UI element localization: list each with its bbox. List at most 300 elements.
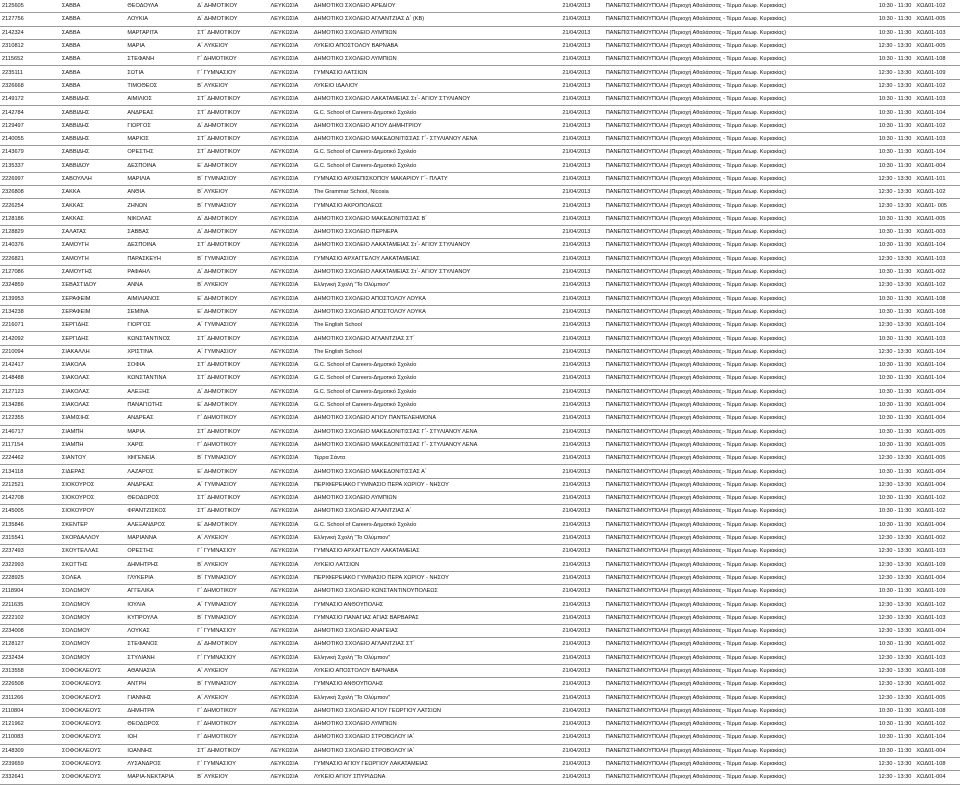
time-slot-cell: 12:30 - 13:30 bbox=[857, 199, 915, 212]
class-cell: Α΄ ΓΥΜΝΑΣΙΟΥ bbox=[195, 345, 268, 358]
exam-center-cell: ΠΑΝΕΠΙΣΤΗΜΙΟΥΠΟΛΗ (Περιοχή Αθαλάσσας - Τέρμα Λεωφ. Κυριακίας) bbox=[604, 438, 857, 451]
first-name-cell: ΓΙΩΡΓΟΣ bbox=[125, 119, 195, 132]
time-slot-cell: 12:30 - 13:30 bbox=[857, 478, 915, 491]
surname-cell: ΣΟΦΟΚΛΕΟΥΣ bbox=[60, 691, 125, 704]
student-id-cell: 2122355 bbox=[0, 412, 60, 425]
first-name-cell: ΠΑΝΑΓΙΩΤΗΣ bbox=[125, 398, 195, 411]
time-slot-cell: 10:30 - 11:30 bbox=[857, 159, 915, 172]
time-slot-cell: 10:30 - 11:30 bbox=[857, 146, 915, 159]
student-id-cell: 2128127 bbox=[0, 638, 60, 651]
first-name-cell: ΣΟΦΙΑ bbox=[125, 359, 195, 372]
exam-center-cell: ΠΑΝΕΠΙΣΤΗΜΙΟΥΠΟΛΗ (Περιοχή Αθαλάσσας - Τέρμα Λεωφ. Κυριακίας) bbox=[604, 585, 857, 598]
room-cell: ΧΩΔ01- 005 bbox=[914, 199, 960, 212]
first-name-cell: ΜΑΡΙΑΝΝΑ bbox=[125, 531, 195, 544]
school-cell: ΔΗΜΟΤΙΚΟ ΣΧΟΛΕΙΟ ΜΑΚΕΔΟΝΙΤΙΣΣΑΣ Γ΄- ΣΤΥΛΙΑΝΟΥ ΛΕΝΑ bbox=[312, 132, 561, 145]
exam-date-cell: 21/04/2013 bbox=[560, 159, 603, 172]
school-cell: ΔΗΜΟΤΙΚΟ ΣΧΟΛΕΙΟ ΑΓΛΑΝΤΖΙΑΣ Δ΄ (ΚΒ) bbox=[312, 13, 561, 26]
school-cell: G.C. School of Careers-Δημοτικό Σχολείο bbox=[312, 359, 561, 372]
student-id-cell: 2142708 bbox=[0, 491, 60, 504]
time-slot-cell: 12:30 - 13:30 bbox=[857, 757, 915, 770]
district-cell: ΛΕΥΚΩΣΙΑ bbox=[269, 359, 312, 372]
surname-cell: ΣΑΒΒΑ bbox=[60, 79, 125, 92]
surname-cell: ΣΟΛΩΜΟΥ bbox=[60, 598, 125, 611]
surname-cell: ΣΑΒΒΑ bbox=[60, 13, 125, 26]
district-cell: ΛΕΥΚΩΣΙΑ bbox=[269, 39, 312, 52]
class-cell: Γ΄ ΔΗΜΟΤΙΚΟΥ bbox=[195, 53, 268, 66]
class-cell: ΣΤ΄ ΔΗΜΟΤΙΚΟΥ bbox=[195, 93, 268, 106]
table-row bbox=[0, 771, 960, 784]
student-id-cell: 2129497 bbox=[0, 119, 60, 132]
exam-date-cell: 21/04/2013 bbox=[560, 731, 603, 744]
class-cell: Ε΄ ΔΗΜΟΤΙΚΟΥ bbox=[195, 305, 268, 318]
room-cell: ΧΩΔ01-004 bbox=[914, 744, 960, 757]
school-cell: ΔΗΜΟΤΙΚΟ ΣΧΟΛΕΙΟ ΠΕΡΝΕΡΑ bbox=[312, 226, 561, 239]
exam-center-cell: ΠΑΝΕΠΙΣΤΗΜΙΟΥΠΟΛΗ (Περιοχή Αθαλάσσας - Τέρμα Λεωφ. Κυριακίας) bbox=[604, 478, 857, 491]
class-cell: Β΄ ΓΥΜΝΑΣΙΟΥ bbox=[195, 252, 268, 265]
student-id-cell: 2127756 bbox=[0, 13, 60, 26]
exam-date-cell: 21/04/2013 bbox=[560, 13, 603, 26]
surname-cell: ΣΟΛΩΜΟΥ bbox=[60, 651, 125, 664]
exam-center-cell: ΠΑΝΕΠΙΣΤΗΜΙΟΥΠΟΛΗ (Περιοχή Αθαλάσσας - Τέρμα Λεωφ. Κυριακίας) bbox=[604, 186, 857, 199]
district-cell: ΛΕΥΚΩΣΙΑ bbox=[269, 212, 312, 225]
district-cell: ΛΕΥΚΩΣΙΑ bbox=[269, 159, 312, 172]
table-row bbox=[0, 319, 960, 332]
class-cell: Γ΄ ΓΥΜΝΑΣΙΟΥ bbox=[195, 624, 268, 637]
first-name-cell: ΚΩΝΣΤΑΝΤΙΝΟΣ bbox=[125, 332, 195, 345]
class-cell: ΣΤ΄ ΔΗΜΟΤΙΚΟΥ bbox=[195, 239, 268, 252]
school-cell: ΔΗΜΟΤΙΚΟ ΣΧΟΛΕΙΟ ΜΑΚΕΔΟΝΙΤΙΣΣΑΣ Β΄ bbox=[312, 212, 561, 225]
first-name-cell: ΑΘΑΝΑΣΙΑ bbox=[125, 664, 195, 677]
surname-cell: ΣΙΑΝΤΟΥ bbox=[60, 452, 125, 465]
time-slot-cell: 10:30 - 11:30 bbox=[857, 13, 915, 26]
first-name-cell: ΜΑΡΙΑ bbox=[125, 425, 195, 438]
table-row bbox=[0, 279, 960, 292]
table-row bbox=[0, 66, 960, 79]
district-cell: ΛΕΥΚΩΣΙΑ bbox=[269, 731, 312, 744]
school-cell: ΔΗΜΟΤΙΚΟ ΣΧΟΛΕΙΟ ΛΑΚΑΤΑΜΕΙΑΣ Στ΄- ΑΓΙΟΥ ΣΤΥΛΙΑΝΟΥ bbox=[312, 265, 561, 278]
school-cell: ΛΥΚΕΙΟ ΛΑΤΣΙΩΝ bbox=[312, 558, 561, 571]
exam-center-cell: ΠΑΝΕΠΙΣΤΗΜΙΟΥΠΟΛΗ (Περιοχή Αθαλάσσας - Τέρμα Λεωφ. Κυριακίας) bbox=[604, 265, 857, 278]
school-cell: ΔΗΜΟΤΙΚΟ ΣΧΟΛΕΙΟ ΛΥΜΠΙΩΝ bbox=[312, 53, 561, 66]
exam-center-cell: ΠΑΝΕΠΙΣΤΗΜΙΟΥΠΟΛΗ (Περιοχή Αθαλάσσας - Τέρμα Λεωφ. Κυριακίας) bbox=[604, 292, 857, 305]
time-slot-cell: 12:30 - 13:30 bbox=[857, 691, 915, 704]
table-row bbox=[0, 744, 960, 757]
first-name-cell: ΣΕΜΙΝΑ bbox=[125, 305, 195, 318]
time-slot-cell: 10:30 - 11:30 bbox=[857, 491, 915, 504]
school-cell: Ελληνική Σχολή "Το Ολύμπιον" bbox=[312, 691, 561, 704]
exam-date-cell: 21/04/2013 bbox=[560, 744, 603, 757]
room-cell: ΧΩΔ01-002 bbox=[914, 531, 960, 544]
district-cell: ΛΕΥΚΩΣΙΑ bbox=[269, 398, 312, 411]
student-id-cell: 2146717 bbox=[0, 425, 60, 438]
student-id-cell: 2117154 bbox=[0, 438, 60, 451]
district-cell: ΛΕΥΚΩΣΙΑ bbox=[269, 624, 312, 637]
district-cell: ΛΕΥΚΩΣΙΑ bbox=[269, 79, 312, 92]
class-cell: ΣΤ΄ ΔΗΜΟΤΙΚΟΥ bbox=[195, 106, 268, 119]
class-cell: Β΄ ΛΥΚΕΙΟΥ bbox=[195, 279, 268, 292]
student-id-cell: 2210094 bbox=[0, 345, 60, 358]
room-cell: ΧΩΔ01-108 bbox=[914, 305, 960, 318]
table-row bbox=[0, 691, 960, 704]
time-slot-cell: 10:30 - 11:30 bbox=[857, 704, 915, 717]
room-cell: ΧΩΔ01-102 bbox=[914, 186, 960, 199]
class-cell: Δ΄ ΔΗΜΟΤΙΚΟΥ bbox=[195, 119, 268, 132]
school-cell: ΛΥΚΕΙΟ ΑΠΟΣΤΟΛΟΥ ΒΑΡΝΑΒΑ bbox=[312, 39, 561, 52]
exam-date-cell: 21/04/2013 bbox=[560, 478, 603, 491]
surname-cell: ΣΙΑΚΟΛΑΣ bbox=[60, 398, 125, 411]
class-cell: Β΄ ΓΥΜΝΑΣΙΟΥ bbox=[195, 452, 268, 465]
student-id-cell: 2234008 bbox=[0, 624, 60, 637]
first-name-cell: ΑΙΜΙΛΙΑΝΟΣ bbox=[125, 292, 195, 305]
district-cell: ΛΕΥΚΩΣΙΑ bbox=[269, 252, 312, 265]
room-cell: ΧΩΔ01-103 bbox=[914, 252, 960, 265]
exam-center-cell: ΠΑΝΕΠΙΣΤΗΜΙΟΥΠΟΛΗ (Περιοχή Αθαλάσσας - Τέρμα Λεωφ. Κυριακίας) bbox=[604, 744, 857, 757]
surname-cell: ΣΑΒΒΙΔΟΥ bbox=[60, 159, 125, 172]
exam-date-cell: 21/04/2013 bbox=[560, 691, 603, 704]
class-cell: ΣΤ΄ ΔΗΜΟΤΙΚΟΥ bbox=[195, 744, 268, 757]
surname-cell: ΣΟΛΩΜΟΥ bbox=[60, 638, 125, 651]
surname-cell: ΣΑΚΚΑΣ bbox=[60, 212, 125, 225]
exam-center-cell: ΠΑΝΕΠΙΣΤΗΜΙΟΥΠΟΛΗ (Περιοχή Αθαλάσσας - Τέρμα Λεωφ. Κυριακίας) bbox=[604, 678, 857, 691]
room-cell: ΧΩΔ01-004 bbox=[914, 771, 960, 784]
exam-center-cell: ΠΑΝΕΠΙΣΤΗΜΙΟΥΠΟΛΗ (Περιοχή Αθαλάσσας - Τέρμα Λεωφ. Κυριακίας) bbox=[604, 345, 857, 358]
exam-center-cell: ΠΑΝΕΠΙΣΤΗΜΙΟΥΠΟΛΗ (Περιοχή Αθαλάσσας - Τέρμα Λεωφ. Κυριακίας) bbox=[604, 571, 857, 584]
class-cell: Α΄ ΛΥΚΕΙΟΥ bbox=[195, 691, 268, 704]
class-cell: Β΄ ΓΥΜΝΑΣΙΟΥ bbox=[195, 172, 268, 185]
exam-date-cell: 21/04/2013 bbox=[560, 345, 603, 358]
school-cell: G.C. School of Careers-Δημοτικό Σχολείο bbox=[312, 385, 561, 398]
school-cell: G.C. School of Careers-Δημοτικό Σχολείο bbox=[312, 518, 561, 531]
student-id-cell: 2310812 bbox=[0, 39, 60, 52]
time-slot-cell: 12:30 - 13:30 bbox=[857, 678, 915, 691]
exam-date-cell: 21/04/2013 bbox=[560, 531, 603, 544]
first-name-cell: ΠΑΡΑΣΚΕΥΗ bbox=[125, 252, 195, 265]
surname-cell: ΣΙΟΚΟΥΡΟΥ bbox=[60, 505, 125, 518]
class-cell: Β΄ ΓΥΜΝΑΣΙΟΥ bbox=[195, 611, 268, 624]
exam-date-cell: 21/04/2013 bbox=[560, 359, 603, 372]
table-row bbox=[0, 731, 960, 744]
table-row bbox=[0, 332, 960, 345]
student-id-cell: 2226821 bbox=[0, 252, 60, 265]
room-cell: ΧΩΔ01-102 bbox=[914, 0, 960, 13]
table-row bbox=[0, 664, 960, 677]
first-name-cell: ΘΕΟΔΟΥΛΑ bbox=[125, 0, 195, 13]
time-slot-cell: 10:30 - 11:30 bbox=[857, 132, 915, 145]
surname-cell: ΣΑΒΟΥΛΛΗ bbox=[60, 172, 125, 185]
district-cell: ΛΕΥΚΩΣΙΑ bbox=[269, 691, 312, 704]
exam-center-cell: ΠΑΝΕΠΙΣΤΗΜΙΟΥΠΟΛΗ (Περιοχή Αθαλάσσας - Τέρμα Λεωφ. Κυριακίας) bbox=[604, 199, 857, 212]
exam-date-cell: 21/04/2013 bbox=[560, 319, 603, 332]
time-slot-cell: 10:30 - 11:30 bbox=[857, 744, 915, 757]
student-id-cell: 2121962 bbox=[0, 718, 60, 731]
exam-center-cell: ΠΑΝΕΠΙΣΤΗΜΙΟΥΠΟΛΗ (Περιοχή Αθαλάσσας - Τέρμα Λεωφ. Κυριακίας) bbox=[604, 93, 857, 106]
district-cell: ΛΕΥΚΩΣΙΑ bbox=[269, 66, 312, 79]
surname-cell: ΣΙΑΚΟΛΑΣ bbox=[60, 385, 125, 398]
school-cell: ΓΥΜΝΑΣΙΟ ΠΑΝΑΓΙΑΣ ΑΓΙΑΣ ΒΑΡΒΑΡΑΣ bbox=[312, 611, 561, 624]
class-cell: Γ΄ ΓΥΜΝΑΣΙΟΥ bbox=[195, 757, 268, 770]
room-cell: ΧΩΔ01-103 bbox=[914, 545, 960, 558]
student-id-cell: 2142324 bbox=[0, 26, 60, 39]
table-row bbox=[0, 452, 960, 465]
room-cell: ΧΩΔ01-109 bbox=[914, 66, 960, 79]
district-cell: ΛΕΥΚΩΣΙΑ bbox=[269, 585, 312, 598]
exam-date-cell: 21/04/2013 bbox=[560, 385, 603, 398]
district-cell: ΛΕΥΚΩΣΙΑ bbox=[269, 132, 312, 145]
class-cell: Δ΄ ΔΗΜΟΤΙΚΟΥ bbox=[195, 0, 268, 13]
district-cell: ΛΕΥΚΩΣΙΑ bbox=[269, 345, 312, 358]
exam-date-cell: 21/04/2013 bbox=[560, 172, 603, 185]
first-name-cell: ΧΑΡΙΣ bbox=[125, 438, 195, 451]
school-cell: ΔΗΜΟΤΙΚΟ ΣΧΟΛΕΙΟ ΜΑΚΕΔΟΝΙΤΙΣΣΑΣ Γ΄- ΣΤΥΛΙΑΝΟΥ ΛΕΝΑ bbox=[312, 425, 561, 438]
student-id-cell: 2134118 bbox=[0, 465, 60, 478]
exam-date-cell: 21/04/2013 bbox=[560, 372, 603, 385]
surname-cell: ΣΑΚΚΑ bbox=[60, 186, 125, 199]
school-cell: ΔΗΜΟΤΙΚΟ ΣΧΟΛΕΙΟ ΛΥΜΠΙΩΝ bbox=[312, 718, 561, 731]
class-cell: ΣΤ΄ ΔΗΜΟΤΙΚΟΥ bbox=[195, 425, 268, 438]
student-id-cell: 2226254 bbox=[0, 199, 60, 212]
exam-center-cell: ΠΑΝΕΠΙΣΤΗΜΙΟΥΠΟΛΗ (Περιοχή Αθαλάσσας - Τέρμα Λεωφ. Κυριακίας) bbox=[604, 545, 857, 558]
surname-cell: ΣΙΑΜΙΣΙΗΣ bbox=[60, 412, 125, 425]
table-row bbox=[0, 718, 960, 731]
surname-cell: ΣΙΑΚΟΛΑ bbox=[60, 359, 125, 372]
room-cell: ΧΩΔ01-104 bbox=[914, 345, 960, 358]
surname-cell: ΣΕΡΓΙΔΗΣ bbox=[60, 319, 125, 332]
student-id-cell: 2224462 bbox=[0, 452, 60, 465]
room-cell: ΧΩΔ01-005 bbox=[914, 691, 960, 704]
surname-cell: ΣΑΜΟΥΓΗ bbox=[60, 252, 125, 265]
table-row bbox=[0, 478, 960, 491]
student-id-cell: 2142417 bbox=[0, 359, 60, 372]
time-slot-cell: 10:30 - 11:30 bbox=[857, 212, 915, 225]
first-name-cell: ΑΝΤΡΗ bbox=[125, 678, 195, 691]
class-cell: Α΄ ΓΥΜΝΑΣΙΟΥ bbox=[195, 598, 268, 611]
room-cell: ΧΩΔ01-108 bbox=[914, 757, 960, 770]
school-cell: ΔΗΜΟΤΙΚΟ ΣΧΟΛΕΙΟ ΛΥΜΠΙΩΝ bbox=[312, 26, 561, 39]
exam-date-cell: 21/04/2013 bbox=[560, 518, 603, 531]
district-cell: ΛΕΥΚΩΣΙΑ bbox=[269, 26, 312, 39]
school-cell: ΔΗΜΟΤΙΚΟ ΣΧΟΛΕΙΟ ΑΡΕΔΙΟΥ bbox=[312, 0, 561, 13]
table-row bbox=[0, 305, 960, 318]
first-name-cell: ΚΥΠΡΟΥΛΑ bbox=[125, 611, 195, 624]
time-slot-cell: 10:30 - 11:30 bbox=[857, 0, 915, 13]
surname-cell: ΣΑΒΒΙΔΗΣ bbox=[60, 93, 125, 106]
school-cell: ΔΗΜΟΤΙΚΟ ΣΧΟΛΕΙΟ ΑΓΛΑΝΤΖΙΑΣ ΣΤ΄ bbox=[312, 332, 561, 345]
class-cell: ΣΤ΄ ΔΗΜΟΤΙΚΟΥ bbox=[195, 146, 268, 159]
exam-center-cell: ΠΑΝΕΠΙΣΤΗΜΙΟΥΠΟΛΗ (Περιοχή Αθαλάσσας - Τέρμα Λεωφ. Κυριακίας) bbox=[604, 106, 857, 119]
student-id-cell: 2212521 bbox=[0, 478, 60, 491]
time-slot-cell: 10:30 - 11:30 bbox=[857, 438, 915, 451]
table-row bbox=[0, 545, 960, 558]
district-cell: ΛΕΥΚΩΣΙΑ bbox=[269, 558, 312, 571]
first-name-cell: ΛΟΥΚΙΑ bbox=[125, 13, 195, 26]
time-slot-cell: 10:30 - 11:30 bbox=[857, 53, 915, 66]
first-name-cell: ΣΤΥΛΙΑΝΗ bbox=[125, 651, 195, 664]
room-cell: ΧΩΔ01-004 bbox=[914, 385, 960, 398]
exam-center-cell: ΠΑΝΕΠΙΣΤΗΜΙΟΥΠΟΛΗ (Περιοχή Αθαλάσσας - Τέρμα Λεωφ. Κυριακίας) bbox=[604, 359, 857, 372]
first-name-cell: ΟΡΕΣΤΗΣ bbox=[125, 545, 195, 558]
school-cell: Ελληνική Σχολή "Το Ολύμπιον" bbox=[312, 279, 561, 292]
exam-center-cell: ΠΑΝΕΠΙΣΤΗΜΙΟΥΠΟΛΗ (Περιοχή Αθαλάσσας - Τέρμα Λεωφ. Κυριακίας) bbox=[604, 638, 857, 651]
district-cell: ΛΕΥΚΩΣΙΑ bbox=[269, 505, 312, 518]
student-id-cell: 2239659 bbox=[0, 757, 60, 770]
class-cell: Ε΄ ΔΗΜΟΤΙΚΟΥ bbox=[195, 292, 268, 305]
time-slot-cell: 12:30 - 13:30 bbox=[857, 345, 915, 358]
class-cell: Γ΄ ΓΥΜΝΑΣΙΟΥ bbox=[195, 66, 268, 79]
exam-date-cell: 21/04/2013 bbox=[560, 491, 603, 504]
first-name-cell: ΓΙΑΝΝΗΣ bbox=[125, 691, 195, 704]
exam-center-cell: ΠΑΝΕΠΙΣΤΗΜΙΟΥΠΟΛΗ (Περιοχή Αθαλάσσας - Τέρμα Λεωφ. Κυριακίας) bbox=[604, 731, 857, 744]
time-slot-cell: 12:30 - 13:30 bbox=[857, 598, 915, 611]
first-name-cell: ΑΝΘΙΑ bbox=[125, 186, 195, 199]
surname-cell: ΣΟΦΟΚΛΕΟΥΣ bbox=[60, 757, 125, 770]
table-row bbox=[0, 199, 960, 212]
exam-date-cell: 21/04/2013 bbox=[560, 398, 603, 411]
table-row bbox=[0, 186, 960, 199]
table-row bbox=[0, 531, 960, 544]
room-cell: ΧΩΔ01-005 bbox=[914, 452, 960, 465]
class-cell: Γ΄ ΔΗΜΟΤΙΚΟΥ bbox=[195, 704, 268, 717]
exam-center-cell: ΠΑΝΕΠΙΣΤΗΜΙΟΥΠΟΛΗ (Περιοχή Αθαλάσσας - Τέρμα Λεωφ. Κυριακίας) bbox=[604, 172, 857, 185]
exam-center-cell: ΠΑΝΕΠΙΣΤΗΜΙΟΥΠΟΛΗ (Περιοχή Αθαλάσσας - Τέρμα Λεωφ. Κυριακίας) bbox=[604, 771, 857, 784]
time-slot-cell: 10:30 - 11:30 bbox=[857, 239, 915, 252]
surname-cell: ΣΟΦΟΚΛΕΟΥΣ bbox=[60, 744, 125, 757]
room-cell: ΧΩΔ01-103 bbox=[914, 651, 960, 664]
class-cell: Γ΄ ΔΗΜΟΤΙΚΟΥ bbox=[195, 731, 268, 744]
exam-center-cell: ΠΑΝΕΠΙΣΤΗΜΙΟΥΠΟΛΗ (Περιοχή Αθαλάσσας - Τέρμα Λεωφ. Κυριακίας) bbox=[604, 718, 857, 731]
table-row bbox=[0, 412, 960, 425]
room-cell: ΧΩΔ01-004 bbox=[914, 159, 960, 172]
exam-center-cell: ΠΑΝΕΠΙΣΤΗΜΙΟΥΠΟΛΗ (Περιοχή Αθαλάσσας - Τέρμα Λεωφ. Κυριακίας) bbox=[604, 119, 857, 132]
time-slot-cell: 10:30 - 11:30 bbox=[857, 398, 915, 411]
exam-date-cell: 21/04/2013 bbox=[560, 106, 603, 119]
first-name-cell: ΡΑΦΑΗΛ bbox=[125, 265, 195, 278]
first-name-cell: ΑΝΔΡΕΑΣ bbox=[125, 478, 195, 491]
room-cell: ΧΩΔ01-002 bbox=[914, 678, 960, 691]
student-id-cell: 2216071 bbox=[0, 319, 60, 332]
exam-date-cell: 21/04/2013 bbox=[560, 638, 603, 651]
time-slot-cell: 10:30 - 11:30 bbox=[857, 332, 915, 345]
school-cell: ΔΗΜΟΤΙΚΟ ΣΧΟΛΕΙΟ ΑΓΛΑΝΤΖΙΑΣ Α΄ bbox=[312, 505, 561, 518]
table-row bbox=[0, 598, 960, 611]
room-cell: ΧΩΔ01-103 bbox=[914, 26, 960, 39]
student-id-cell: 2148488 bbox=[0, 372, 60, 385]
time-slot-cell: 10:30 - 11:30 bbox=[857, 372, 915, 385]
exam-center-cell: ΠΑΝΕΠΙΣΤΗΜΙΟΥΠΟΛΗ (Περιοχή Αθαλάσσας - Τέρμα Λεωφ. Κυριακίας) bbox=[604, 385, 857, 398]
time-slot-cell: 10:30 - 11:30 bbox=[857, 425, 915, 438]
exam-date-cell: 21/04/2013 bbox=[560, 704, 603, 717]
table-row bbox=[0, 438, 960, 451]
district-cell: ΛΕΥΚΩΣΙΑ bbox=[269, 239, 312, 252]
first-name-cell: ΦΡΑΝΤΖΙΣΚΟΣ bbox=[125, 505, 195, 518]
room-cell: ΧΩΔ01-108 bbox=[914, 664, 960, 677]
exam-date-cell: 21/04/2013 bbox=[560, 611, 603, 624]
school-cell: ΓΥΜΝΑΣΙΟ ΑΡΧΑΓΓΕΛΟΥ ΛΑΚΑΤΑΜΕΙΑΣ bbox=[312, 545, 561, 558]
time-slot-cell: 12:30 - 13:30 bbox=[857, 545, 915, 558]
time-slot-cell: 12:30 - 13:30 bbox=[857, 558, 915, 571]
exam-center-cell: ΠΑΝΕΠΙΣΤΗΜΙΟΥΠΟΛΗ (Περιοχή Αθαλάσσας - Τέρμα Λεωφ. Κυριακίας) bbox=[604, 372, 857, 385]
class-cell: Β΄ ΓΥΜΝΑΣΙΟΥ bbox=[195, 678, 268, 691]
room-cell: ΧΩΔ01-108 bbox=[914, 292, 960, 305]
room-cell: ΧΩΔ01-101 bbox=[914, 172, 960, 185]
exam-date-cell: 21/04/2013 bbox=[560, 757, 603, 770]
first-name-cell: ΔΕΣΠΟΙΝΑ bbox=[125, 239, 195, 252]
student-id-cell: 2235111 bbox=[0, 66, 60, 79]
time-slot-cell: 12:30 - 13:30 bbox=[857, 664, 915, 677]
room-cell: ΧΩΔ01-109 bbox=[914, 585, 960, 598]
exam-center-cell: ΠΑΝΕΠΙΣΤΗΜΙΟΥΠΟΛΗ (Περιοχή Αθαλάσσας - Τέρμα Λεωφ. Κυριακίας) bbox=[604, 39, 857, 52]
school-cell: Τέρρα Σάντα bbox=[312, 452, 561, 465]
surname-cell: ΣΟΦΟΚΛΕΟΥΣ bbox=[60, 704, 125, 717]
surname-cell: ΣΑΒΒΑ bbox=[60, 26, 125, 39]
surname-cell: ΣΕΡΓΙΔΗΣ bbox=[60, 332, 125, 345]
table-row bbox=[0, 106, 960, 119]
time-slot-cell: 12:30 - 13:30 bbox=[857, 651, 915, 664]
exam-date-cell: 21/04/2013 bbox=[560, 558, 603, 571]
first-name-cell: ΜΑΡΙΛΙΑ bbox=[125, 172, 195, 185]
surname-cell: ΣΑΒΒΙΔΗΣ bbox=[60, 119, 125, 132]
district-cell: ΛΕΥΚΩΣΙΑ bbox=[269, 611, 312, 624]
class-cell: Δ΄ ΔΗΜΟΤΙΚΟΥ bbox=[195, 13, 268, 26]
first-name-cell: ΓΛΥΚΕΡΙΑ bbox=[125, 571, 195, 584]
first-name-cell: ΟΡΕΣΤΗΣ bbox=[125, 146, 195, 159]
exam-date-cell: 21/04/2013 bbox=[560, 93, 603, 106]
first-name-cell: ΔΕΣΠΟΙΝΑ bbox=[125, 159, 195, 172]
room-cell: ΧΩΔ01-108 bbox=[914, 704, 960, 717]
surname-cell: ΣΕΡΑΦΕΙΜ bbox=[60, 292, 125, 305]
school-cell: ΔΗΜΟΤΙΚΟ ΣΧΟΛΕΙΟ ΜΑΚΕΔΟΝΙΤΙΣΣΑΣ Γ΄- ΣΤΥΛΙΑΝΟΥ ΛΕΝΑ bbox=[312, 438, 561, 451]
district-cell: ΛΕΥΚΩΣΙΑ bbox=[269, 172, 312, 185]
table-row bbox=[0, 159, 960, 172]
exam-date-cell: 21/04/2013 bbox=[560, 452, 603, 465]
exam-date-cell: 21/04/2013 bbox=[560, 199, 603, 212]
table-row bbox=[0, 385, 960, 398]
surname-cell: ΣΑΒΒΙΔΗΣ bbox=[60, 146, 125, 159]
exam-date-cell: 21/04/2013 bbox=[560, 66, 603, 79]
exam-date-cell: 21/04/2013 bbox=[560, 53, 603, 66]
district-cell: ΛΕΥΚΩΣΙΑ bbox=[269, 465, 312, 478]
time-slot-cell: 12:30 - 13:30 bbox=[857, 252, 915, 265]
class-cell: ΣΤ΄ ΔΗΜΟΤΙΚΟΥ bbox=[195, 491, 268, 504]
district-cell: ΛΕΥΚΩΣΙΑ bbox=[269, 372, 312, 385]
district-cell: ΛΕΥΚΩΣΙΑ bbox=[269, 93, 312, 106]
table-row bbox=[0, 505, 960, 518]
exam-date-cell: 21/04/2013 bbox=[560, 598, 603, 611]
table-row bbox=[0, 39, 960, 52]
room-cell: ΧΩΔ01-102 bbox=[914, 279, 960, 292]
surname-cell: ΣΑΚΚΑΣ bbox=[60, 199, 125, 212]
student-id-cell: 2326668 bbox=[0, 79, 60, 92]
surname-cell: ΣΟΦΟΚΛΕΟΥΣ bbox=[60, 718, 125, 731]
room-cell: ΧΩΔ01-102 bbox=[914, 718, 960, 731]
time-slot-cell: 10:30 - 11:30 bbox=[857, 518, 915, 531]
exam-date-cell: 21/04/2013 bbox=[560, 252, 603, 265]
district-cell: ΛΕΥΚΩΣΙΑ bbox=[269, 718, 312, 731]
time-slot-cell: 12:30 - 13:30 bbox=[857, 172, 915, 185]
school-cell: ΔΗΜΟΤΙΚΟ ΣΧΟΛΕΙΟ ΣΤΡΟΒΟΛΟΥ ΙΑ΄ bbox=[312, 731, 561, 744]
first-name-cell: ΑΝΔΡΕΑΣ bbox=[125, 106, 195, 119]
exam-date-cell: 21/04/2013 bbox=[560, 39, 603, 52]
exam-center-cell: ΠΑΝΕΠΙΣΤΗΜΙΟΥΠΟΛΗ (Περιοχή Αθαλάσσας - Τέρμα Λεωφ. Κυριακίας) bbox=[604, 79, 857, 92]
exam-center-cell: ΠΑΝΕΠΙΣΤΗΜΙΟΥΠΟΛΗ (Περιοχή Αθαλάσσας - Τέρμα Λεωφ. Κυριακίας) bbox=[604, 704, 857, 717]
table-row bbox=[0, 465, 960, 478]
time-slot-cell: 10:30 - 11:30 bbox=[857, 292, 915, 305]
surname-cell: ΣΙΔΕΡΑΣ bbox=[60, 465, 125, 478]
time-slot-cell: 10:30 - 11:30 bbox=[857, 718, 915, 731]
district-cell: ΛΕΥΚΩΣΙΑ bbox=[269, 545, 312, 558]
exam-center-cell: ΠΑΝΕΠΙΣΤΗΜΙΟΥΠΟΛΗ (Περιοχή Αθαλάσσας - Τέρμα Λεωφ. Κυριακίας) bbox=[604, 146, 857, 159]
room-cell: ΧΩΔ01-002 bbox=[914, 638, 960, 651]
school-cell: ΓΥΜΝΑΣΙΟ ΛΑΤΣΙΩΝ bbox=[312, 66, 561, 79]
